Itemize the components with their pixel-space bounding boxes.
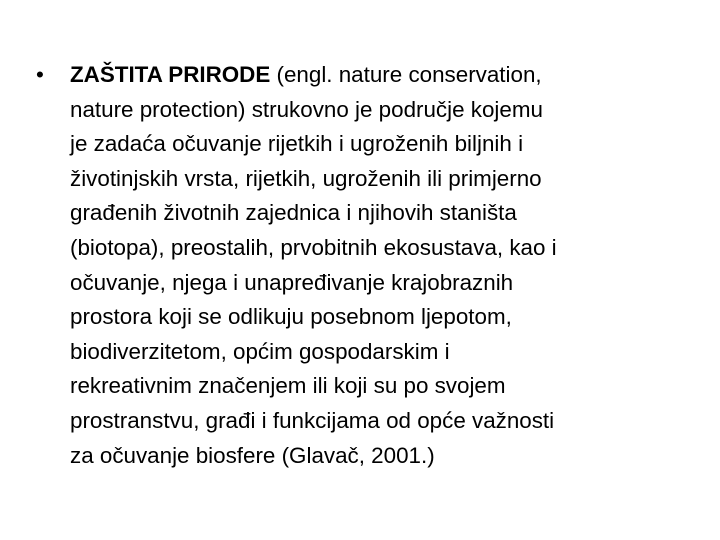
text-line [36,58,686,93]
text-line: biodiverzitetom, općim gospodarskim i [70,338,450,364]
text-line: rekreativnim značenjem ili koji su po svojem [70,373,506,399]
text-line: prostranstvu, građi i funkcijama od opće važnosti [70,407,555,433]
first-line-text: (engl. nature conservation, [270,62,542,87]
text-line: nature protection) strukovno je područje kojemu [70,96,543,122]
bullet-icon: • [36,62,44,87]
text-line: (biotopa), preostalih, prvobitnih ekosustava, kao i [70,234,557,260]
bullet-paragraph [36,58,686,473]
text-line: za očuvanje biosfere (Glavač, 2001.) [70,442,435,468]
definition-term: ZAŠTITA PRIRODE [70,62,271,87]
text-line: životinjskih vrsta, rijetkih, ugroženih ili primjerno [70,165,542,191]
text-line: građenih životnih zajednica i njihovih staništa [70,200,517,226]
text-line: očuvanje, njega i unapređivanje krajobraznih [70,269,514,295]
text-line: je zadaća očuvanje rijetkih i ugroženih biljnih i [70,131,524,157]
text-line: prostora koji se odlikuju posebnom ljepotom, [70,304,512,330]
